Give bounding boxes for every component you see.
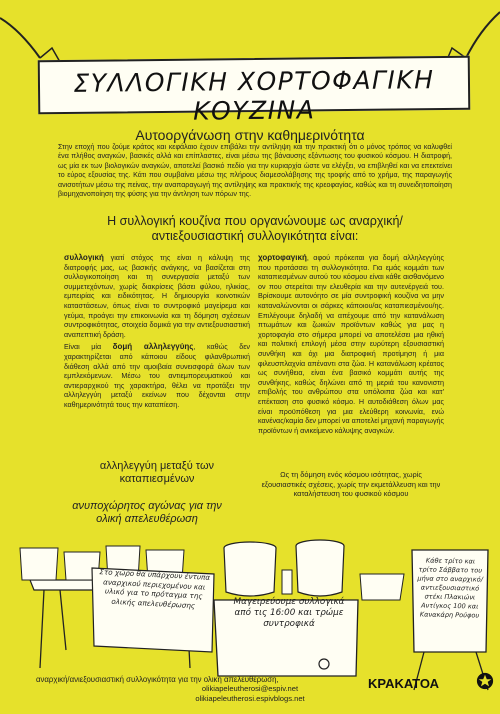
left-text-2-pre: Είναι μία — [64, 342, 113, 352]
left-keyword-2: δομή αλληλεγγύης — [112, 342, 194, 352]
slogan-liberation: ανυποχώρητος αγώνας για την ολική απελευθέρωση — [72, 500, 222, 525]
left-keyword-1: συλλογική — [64, 253, 104, 262]
footer-collective: αναρχική/ανιεξουσιαστική συλλογικότητα για την ολική απελευθέρωση, — [36, 675, 279, 684]
right-paragraph-2: Ως τη δόμηση ενός κόσμου ισότητας, χωρίς εξουσιαστικές σχέσεις, χωρίς την εκμετάλλευση και την καταλήστευση του φυσικού κόσμου — [261, 470, 441, 499]
left-text-2: , καθώς δεν χαρακτηρίζεται από κάποιου είδους φιλανθρωπική διάθεση αλλά από την αμοιβαία συνεισφορά όλων των εμπλεκόμενων. Μέσω του αντιεμπορευματικού και αντιεραρχικού της χαρακτήρα, θέλει να προτάξει την αλληλεγγύη μεταξύ εκείνων που δέχονται στην καθημερινότητά τους την καταπίεση. — [64, 342, 251, 409]
brand-krakatoa: ΚΡΑΚΑΤΟΑ — [368, 676, 440, 691]
sign-schedule-location: Κάθε τρίτο και τρίτο Σάββατο του μήνα στο αναρχικό/ αντιεξουσιαστικό στέκι Πλακιώνι Αντίγκος 100 και Κανακάρη Ρούφου — [417, 556, 484, 620]
right-column — [258, 253, 444, 438]
sign-cooking-time: Μαγειρεύουμε συλλογικά από τις 16:00 και τρώμε συντροφικά — [233, 597, 345, 629]
intro-paragraph: Στην εποχή που ζούμε κράτος και κεφάλαιο έχουν επιβάλει την αντίληψη και την πρακτική ότι ο μόνος τρόπος να καλυφθεί ένα πλήθος αναγκών, βασικές αλλά και επίπλαστες, είναι μέσω της βάναυσης εξόντωσης του φυσικού κόσμου. Η διατροφή, ως μία εκ των βιολογικών αναγκών, αποτελεί βασικό πεδίο για την κυριαρχία ώστε να ελέγξει, να επιβληθεί και να επεκτείνει το εύρος εξουσίας της. Κάτι που συμβαίνει μέσω της πλήρους διαμεσολάβησης της τροφής από το χρήμα, της παραγωγής ανισοτήτων μέσω της πείνας, την αναπαραγωγή της αντίληψης και πρακτικής της κρεοφαγίας, καθώς και τη συνειδητοποίηση βιομηχανοποίηση της φύσης για την άντληση των πόρων της. — [58, 143, 452, 199]
right-text-1: , αφού πρόκειται για δομή αλληλεγγύης που προτάσσει τη συλλογικότητα. Για εμάς κομμάτι των καταπιεσμένων αυτού του κόσμου είναι κάθε αισθανόμενο ον που στερείται την ελευθερία και την αυτενέργειά του. Βρίσκουμε αυτονόητο σε μία συντροφική κουζίνα να μην καταναλώνονται οι σάρκες κάποιου/ας καταπιεσμένου/ης. Επιλέγουμε δηλαδή να απέχουμε από την κατανάλωση πτωμάτων και ζωικών προϊόντων καθώς για μας η χορτοφαγία στο σήμερα μπορεί να αποτελέσει μια ηθική και πολιτική επιλογή μέσα στην ευρύτερη εξουσιαστική συνθήκη και όχι μια διατροφική προτίμηση ή μια φιλευσπλαχνία απέναντι στα ζώα. Η κατανάλωση κρέατος ως συνήθεια, είναι ένα βασικό κομμάτι αυτής της συνθήκης, καθώς δηλώνει από τη μεριά του κανονιστη επιβολής του ανθρώπου στα υπόλοιπα ζώα και κατ' επέκταση στο φυσικό κόσμο. Η αυτοδιάθεση όλων μας είναι προϋπόθεση για μια ελεύθερη κοινωνία, ενώ κανένας/καμία δεν μπορεί να αποτελεί μηχανή παραγωγής προϊόντων ή ανικείμενο κάλυψης αναγκών. — [258, 253, 444, 435]
section-heading: Η συλλογική κουζίνα που οργανώνουμε ως αναρχική/ αντιεξουσιαστική συλλογικότητα είναι: — [107, 214, 403, 243]
footer-blog-link[interactable]: olikiapeleutherosi.espivblogs.net — [195, 693, 305, 703]
footer-email[interactable]: olikiapeleutherosi@espiv.net — [201, 684, 299, 694]
right-paragraph-1 — [258, 253, 444, 435]
page-title: ΣΥΛΛΟΓΙΚΗ ΧΟΡΤΟΦΑΓΙΚΗ ΚΟΥΖΙΝΑ — [73, 65, 435, 126]
subtitle: Αυτοοργάνωση στην καθημερινότητα — [135, 127, 365, 143]
left-column — [64, 253, 250, 413]
sign-materials-info: Στο χώρο θα υπάρχουν έντυπα αναρχικού περιεχομένου και υλικό για το πρόταγμα της ολικής απελευθέρωσης — [99, 567, 211, 610]
star-logo-icon — [476, 672, 494, 690]
left-text-1: γιατί στόχος της είναι η κάλυψη της διατροφής μας, ως βασικής ανάγκης, να βασίζεται στη συλλογικοποίηση και τη συνεργασία μεταξύ των συμμετεχόντων, χωρίς διακρίσεις βάσει φύλου, ηλικίας, εμπειρίας και ειδικότητας. Η δημιουργία κοινοτικών καταστάσεων, όπως είναι το συντροφικό μαγείρεμα και γεύμα, προάγει την επικοινωνία και τη δόμηση σχέσεων συντροφικότητας, στοιχεία δομικά για την αντιεξουσιαστική αναπεπτική δράση. — [64, 253, 250, 339]
left-paragraph-2 — [64, 342, 250, 409]
slogan-solidarity: αλληλεγγύη μεταξύ των καταπιεσμένων — [99, 460, 215, 485]
left-paragraph-1 — [64, 253, 250, 339]
title-banner — [38, 56, 471, 126]
right-keyword-1: χορτοφαγική — [258, 253, 307, 262]
